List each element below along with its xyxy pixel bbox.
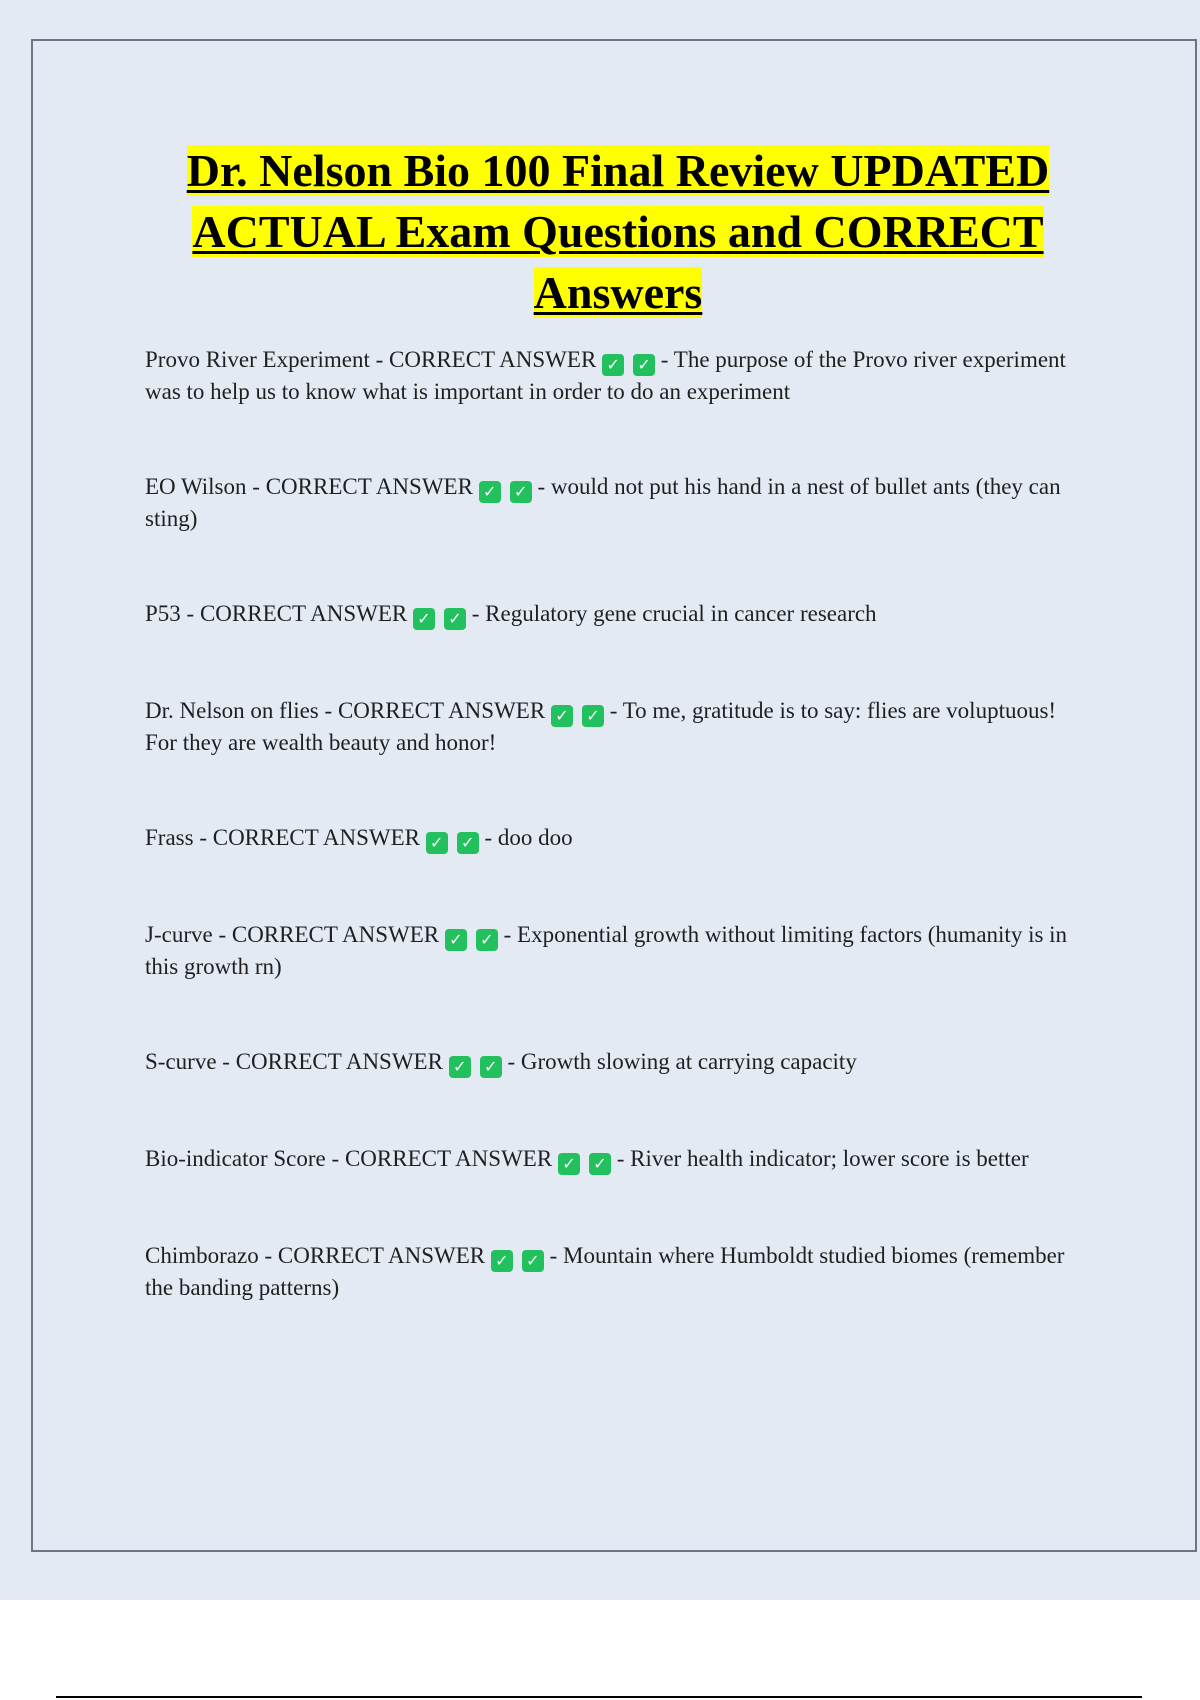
check-icon: ✓: [522, 1250, 544, 1272]
check-icon: ✓: [476, 929, 498, 951]
qa-term: Frass: [145, 825, 194, 850]
bottom-divider: [56, 1696, 1142, 1698]
correct-answer-label: CORRECT ANSWER: [344, 1146, 553, 1171]
qa-term: Chimborazo: [145, 1243, 259, 1268]
check-icon: ✓: [510, 481, 532, 503]
qa-item: J-curve - CORRECT ANSWER ✓ ✓ - Exponential growth without limiting factors (humanity is in this growth rn): [145, 922, 1068, 979]
qa-item: Frass - CORRECT ANSWER ✓ ✓ - doo doo: [145, 825, 573, 852]
qa-answer: The purpose of the Provo river experiment was to help us to know what is important in order to do an experiment: [145, 347, 1066, 404]
qa-term: EO Wilson: [145, 474, 247, 499]
title-block: [150, 140, 1086, 323]
qa-term: Provo River Experiment: [145, 347, 370, 372]
qa-answer: doo doo: [497, 825, 573, 850]
qa-term: Bio-indicator Score: [145, 1146, 326, 1171]
check-icon: ✓: [589, 1153, 611, 1175]
correct-answer-label: CORRECT ANSWER: [199, 601, 408, 626]
check-icon: ✓: [558, 1153, 580, 1175]
correct-answer-label: CORRECT ANSWER: [265, 474, 473, 499]
correct-answer-label: CORRECT ANSWER: [235, 1049, 443, 1074]
qa-item: Dr. Nelson on flies - CORRECT ANSWER ✓ ✓ - To me, gratitude is to say: flies are voluptuous! For they are wealth beauty and honor!: [145, 698, 1057, 755]
qa-item: Chimborazo - CORRECT ANSWER ✓ ✓ - Mountain where Humboldt studied biomes (remember the banding patterns): [145, 1243, 1065, 1300]
qa-item: EO Wilson - CORRECT ANSWER ✓ ✓ - would not put his hand in a nest of bullet ants (they can sting): [145, 474, 1061, 531]
check-icon: ✓: [480, 1056, 502, 1078]
qa-answer: To me, gratitude is to say: flies are voluptuous! For they are wealth beauty and honor!: [145, 698, 1057, 755]
check-icon: ✓: [457, 832, 479, 854]
check-icon: ✓: [413, 608, 435, 630]
check-icon: ✓: [445, 929, 467, 951]
check-icon: ✓: [491, 1250, 513, 1272]
qa-term: P53: [145, 601, 181, 626]
qa-item: Provo River Experiment - CORRECT ANSWER ✓ ✓ - The purpose of the Provo river experiment was to help us to know what is important in order to do an experiment: [145, 347, 1066, 404]
qa-term: J-curve: [145, 922, 213, 947]
qa-answer: would not put his hand in a nest of bullet ants (they can sting): [145, 474, 1061, 531]
qa-item: S-curve - CORRECT ANSWER ✓ ✓ - Growth slowing at carrying capacity: [145, 1049, 857, 1076]
correct-answer-label: CORRECT ANSWER: [389, 347, 597, 372]
check-icon: ✓: [551, 705, 573, 727]
qa-item: P53 - CORRECT ANSWER ✓ ✓ - Regulatory gene crucial in cancer research: [145, 601, 877, 628]
qa-term: S-curve: [145, 1049, 217, 1074]
check-icon: ✓: [479, 481, 501, 503]
check-icon: ✓: [449, 1056, 471, 1078]
document-title: [150, 140, 1086, 323]
check-icon: ✓: [602, 354, 624, 376]
check-icon: ✓: [426, 832, 448, 854]
check-icon: ✓: [444, 608, 466, 630]
qa-answer: Exponential growth without limiting factors (humanity is in this growth rn): [145, 922, 1068, 979]
check-icon: ✓: [582, 705, 604, 727]
qa-item: Bio-indicator Score - CORRECT ANSWER ✓ ✓ - River health indicator; lower score is better: [145, 1146, 1029, 1173]
qa-answer: Regulatory gene crucial in cancer research: [485, 601, 877, 626]
qa-answer: Growth slowing at carrying capacity: [520, 1049, 857, 1074]
qa-answer: Mountain where Humboldt studied biomes (remember the banding patterns): [145, 1243, 1065, 1300]
qa-answer: River health indicator; lower score is better: [630, 1146, 1029, 1171]
correct-answer-label: CORRECT ANSWER: [231, 922, 440, 947]
correct-answer-label: CORRECT ANSWER: [337, 698, 546, 723]
correct-answer-label: CORRECT ANSWER: [277, 1243, 486, 1268]
document-title-text: Dr. Nelson Bio 100 Final Review UPDATED ACTUAL Exam Questions and CORRECT Answers: [186, 145, 1050, 318]
qa-term: Dr. Nelson on flies: [145, 698, 319, 723]
correct-answer-label: CORRECT ANSWER: [212, 825, 420, 850]
check-icon: ✓: [633, 354, 655, 376]
